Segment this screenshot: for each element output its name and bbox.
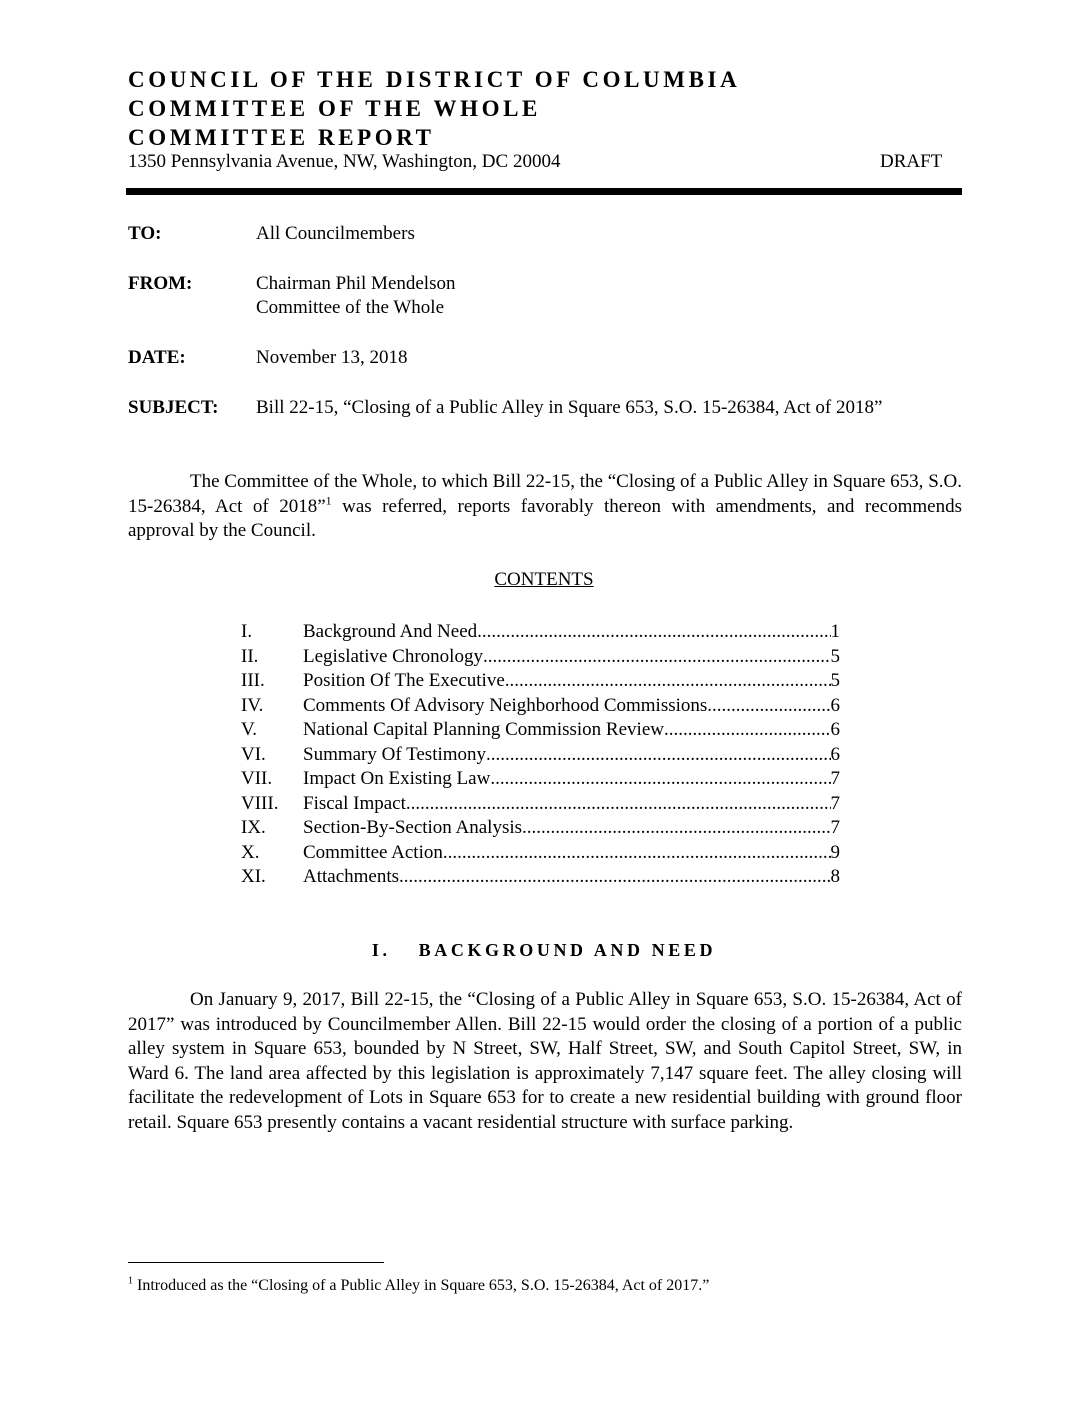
footnote-marker: 1 [128, 1275, 133, 1287]
intro-text-start: The Committee of the Whole, to which Bill 22-15, the “Closing of a Public Alley in Square 653, S.O. 15-26384, Act of 2018” [128, 471, 962, 517]
table-of-contents [241, 620, 841, 890]
toc-item[interactable]: III. Position Of The Executive ..... 5 [241, 669, 841, 694]
contents-heading: CONTENTS [494, 569, 594, 590]
from-value-committee: Committee of the Whole [256, 297, 445, 318]
toc-item[interactable]: II. Legislative Chronology ..... 5 [241, 645, 841, 670]
to-value: All Councilmembers [256, 223, 415, 244]
toc-item[interactable]: VI. Summary Of Testimony ..... 6 [241, 743, 841, 768]
toc-item[interactable]: XI. Attachments ..... 8 [241, 865, 841, 890]
from-value-name: Chairman Phil Mendelson [256, 273, 456, 294]
toc-item[interactable]: V. National Capital Planning Commission Review ..... 6 [241, 718, 841, 743]
header-rule [126, 188, 962, 195]
council-name: COUNCIL OF THE DISTRICT OF COLUMBIA [128, 67, 741, 92]
section-number: I. [371, 940, 391, 960]
footnote [128, 1276, 709, 1296]
subject-value: Bill 22-15, “Closing of a Public Alley in Square 653, S.O. 15-26384, Act of 2018” [256, 397, 883, 418]
intro-text-end: was referred, reports favorably thereon with amendments, and recommends approval by the Council. [128, 495, 962, 542]
toc-item[interactable]: VII. Impact On Existing Law ..... 7 [241, 767, 841, 792]
date-value: November 13, 2018 [256, 347, 408, 368]
committee-name: COMMITTEE OF THE WHOLE [128, 96, 541, 121]
toc-item[interactable]: IV. Comments Of Advisory Neighborhood Commissions ..... 6 [241, 694, 841, 719]
draft-label: DRAFT [880, 151, 943, 172]
section-title: BACKGROUND AND NEED [418, 940, 717, 960]
toc-item[interactable]: VIII. Fiscal Impact ..... 7 [241, 792, 841, 817]
footnote-text: Introduced as the “Closing of a Public Alley in Square 653, S.O. 15-26384, Act of 2017.” [133, 1277, 710, 1294]
background-text: On January 9, 2017, Bill 22-15, the “Closing of a Public Alley in Square 653, S.O. 15-26384, Act of 2017” was introduced by Councilmember Allen. Bill 22-15 would order the closing of a portion of a public alley system in Square 653, bounded by N Street, SW, Half Street, SW, and South Capitol Street, SW, in Ward 6. The land area affected by this legislation is approximately 7,147 square feet. The alley closing will facilitate the redevelopment of Lots in Square 653 for to create a new residential building with ground floor retail. Square 653 presently contains a vacant residential structure with surface parking. [128, 989, 962, 1133]
background-paragraph [128, 988, 962, 1136]
subject-label: SUBJECT: [128, 397, 219, 418]
toc-item[interactable]: X. Committee Action ..... 9 [241, 841, 841, 866]
toc-item[interactable]: IX. Section-By-Section Analysis ..... 7 [241, 816, 841, 841]
date-label: DATE: [128, 347, 186, 368]
to-label: TO: [128, 223, 162, 244]
report-type: COMMITTEE REPORT [128, 125, 435, 150]
toc-item[interactable]: I. Background And Need ..... 1 [241, 620, 841, 645]
office-address: 1350 Pennsylvania Avenue, NW, Washington, DC 20004 [128, 151, 561, 172]
section-heading [0, 938, 1088, 962]
footnote-rule [128, 1262, 384, 1263]
intro-paragraph [128, 470, 962, 544]
footnote-reference[interactable]: 1 [325, 493, 332, 508]
from-label: FROM: [128, 273, 193, 294]
